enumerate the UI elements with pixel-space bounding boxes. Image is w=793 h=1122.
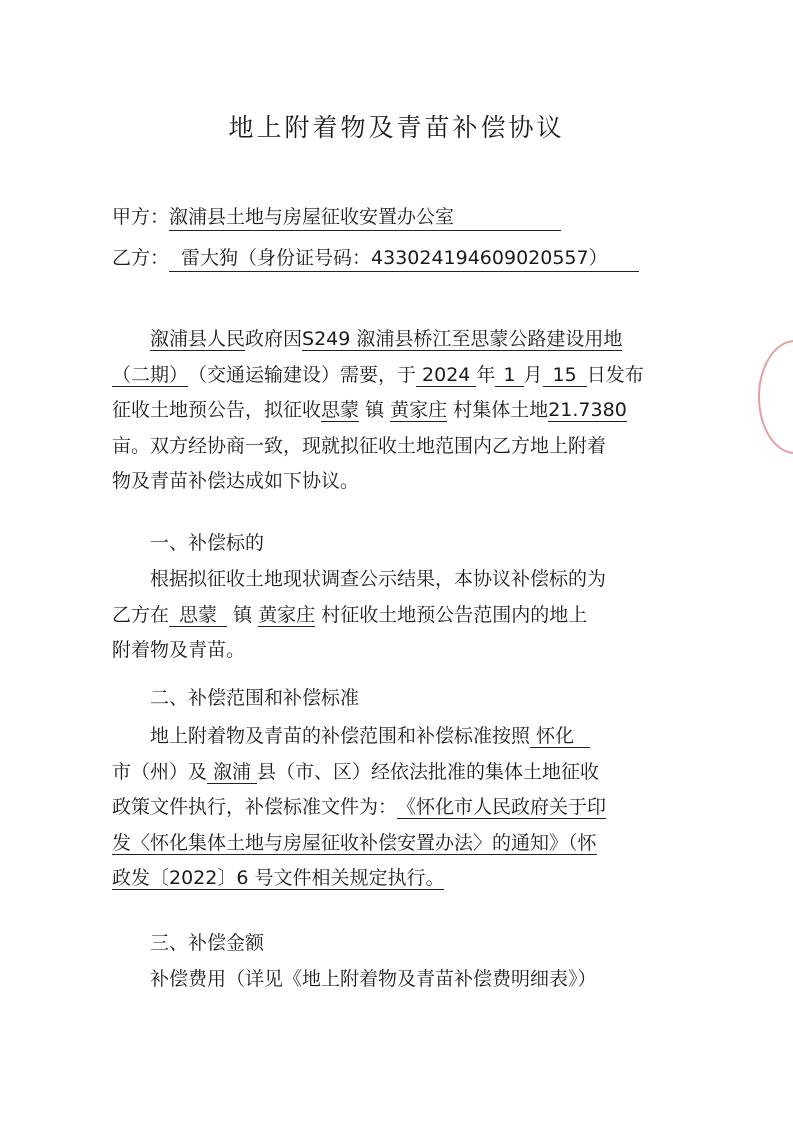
- intro-line: 亩。双方经协商一致，现就拟征收土地范围内乙方地上附着: [112, 434, 607, 457]
- intro-line: 溆浦县人民政府因S249 溆浦县桥江至思蒙公路建设用地: [150, 328, 623, 350]
- intro-line: （二期）（交通运输建设）需要，于 2024 年 1 月 15 日发布: [112, 363, 644, 386]
- standard-document: 政发〔2022〕6 号文件相关规定执行。: [112, 867, 445, 889]
- standard-document: 发〈怀化集体土地与房屋征收补偿安置办法〉的通知》（怀: [112, 831, 597, 854]
- section-3-body: 补偿费用（详见《地上附着物及青苗补偿费明细表》）: [150, 968, 597, 990]
- section-1-line: 乙方在 思蒙 镇 黄家庄 村征收土地预公告范围内的地上: [112, 603, 588, 626]
- section-1-heading: 一、补偿标的: [150, 532, 265, 554]
- party-b-line: [112, 243, 639, 272]
- standard-document: 《怀化市人民政府关于印: [397, 796, 607, 818]
- party-a-label: 甲方：: [112, 206, 170, 228]
- intro-line: 物及青苗补偿达成如下协议。: [112, 470, 360, 492]
- section-2-line: 市（州）及 溆浦 县（市、区）经依法批准的集体土地征收: [112, 760, 600, 783]
- section-1-village: 黄家庄: [258, 603, 316, 626]
- party-a-value: 溆浦县土地与房屋征收安置办公室: [169, 202, 561, 231]
- intro-line: 征收土地预公告，拟征收思蒙 镇 黄家庄 村集体土地21.7380: [112, 399, 627, 421]
- party-a-line: [112, 202, 561, 231]
- intro-paragraph: [112, 322, 672, 500]
- project-phase: （二期）: [112, 363, 189, 386]
- section-2-line: [112, 861, 672, 897]
- official-seal-fragment: [758, 340, 793, 454]
- party-b-value: 雷大狗（身份证号码：433024194609020557）: [169, 243, 639, 272]
- village-name: 黄家庄: [390, 399, 448, 421]
- section-2-body: [112, 719, 672, 897]
- project-name: S249 溆浦县桥江至思蒙公路建设用地: [302, 328, 623, 350]
- county-name: 溆浦: [207, 761, 257, 784]
- town-name: 思蒙: [321, 399, 360, 421]
- notice-month: 1: [495, 364, 523, 387]
- section-3-heading: 三、补偿金额: [150, 932, 265, 954]
- notice-day: 15: [543, 364, 587, 387]
- section-1-town: 思蒙: [169, 604, 227, 627]
- land-area: 21.7380: [548, 399, 627, 421]
- party-b-label: 乙方：: [112, 247, 170, 269]
- document-title: 地上附着物及青苗补偿协议: [228, 113, 565, 142]
- section-2-line: 政策文件执行，补偿标准文件为：《怀化市人民政府关于印: [112, 796, 607, 818]
- section-2-line: [112, 826, 672, 862]
- section-1-body: 根据拟征收土地现状调查公示结果，本协议补偿标的为 乙方在 思蒙 镇 黄家庄 村征收土地预公告范围内的地上 附着物及青苗。: [112, 562, 672, 669]
- section-2-line: 地上附着物及青苗的补偿范围和补偿标准按照 怀化: [112, 719, 672, 755]
- notice-year: 2024: [416, 364, 476, 387]
- section-2-heading: 二、补偿范围和补偿标准: [150, 687, 360, 709]
- county-gov: 溆浦县人民: [150, 328, 246, 350]
- city-name: 怀化: [530, 725, 590, 748]
